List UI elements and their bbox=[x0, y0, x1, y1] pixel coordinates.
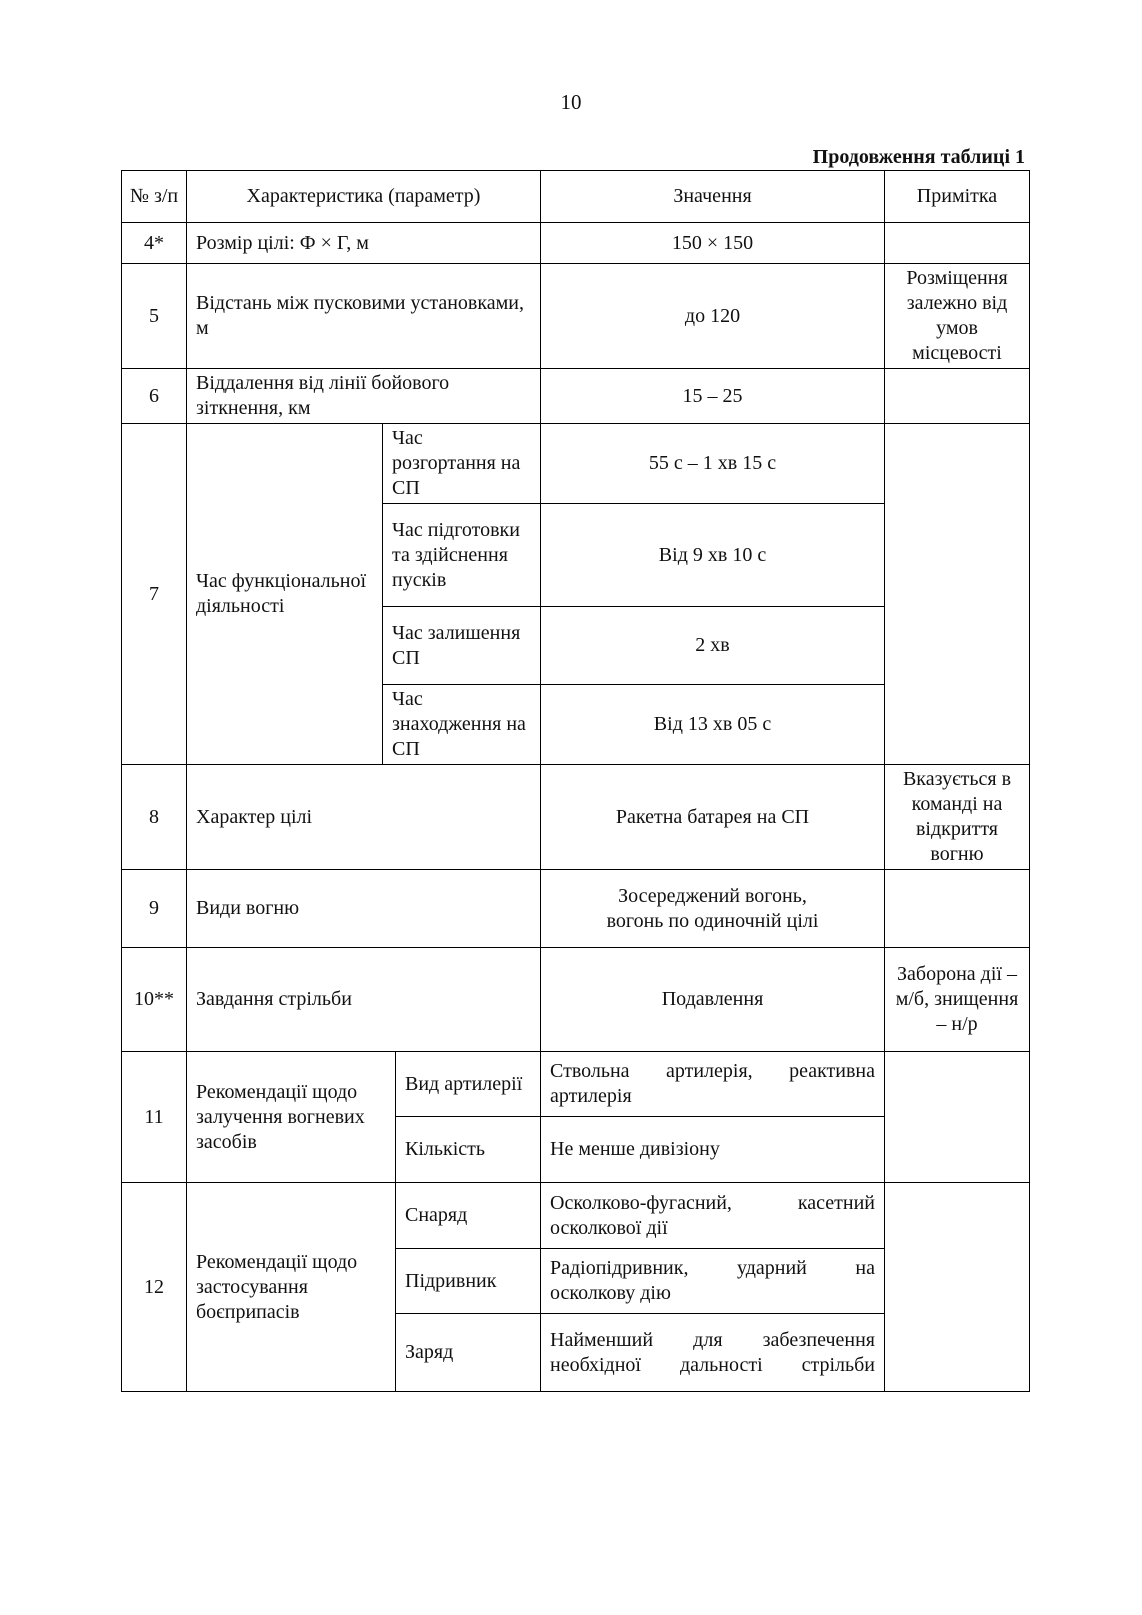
row-characteristic: Види вогню bbox=[187, 870, 541, 948]
table-continuation-label: Продовження таблиці 1 bbox=[812, 146, 1025, 168]
sub-value: Не менше дивізіону bbox=[541, 1117, 885, 1183]
sub-value: Ствольна артилерія, реактивна артилерія bbox=[541, 1052, 885, 1117]
table-row bbox=[122, 223, 1030, 264]
row-number: 7 bbox=[122, 424, 187, 765]
table-row bbox=[122, 870, 1030, 948]
table-row bbox=[122, 948, 1030, 1052]
sub-value: Від 9 хв 10 с bbox=[541, 504, 885, 607]
sub-label: Час залишення СП bbox=[383, 607, 541, 685]
row-note bbox=[885, 1052, 1030, 1183]
sub-value: Радіопідривник, ударний на осколкову дію bbox=[541, 1249, 885, 1314]
row-characteristic: Віддалення від лінії бойового зіткнення, км bbox=[187, 369, 541, 424]
sub-value: Найменший для забезпечення необхідної дальності стрільби bbox=[541, 1314, 885, 1392]
row-characteristic: Розмір цілі: Ф × Г, м bbox=[187, 223, 541, 264]
row-number: 10** bbox=[122, 948, 187, 1052]
sub-value: Осколково-фугасний, касетний осколкової дії bbox=[541, 1183, 885, 1249]
row-note bbox=[885, 424, 1030, 765]
sub-label: Кількість bbox=[396, 1117, 541, 1183]
sub-label: Підривник bbox=[396, 1249, 541, 1314]
row-characteristic: Завдання стрільби bbox=[187, 948, 541, 1052]
row-note bbox=[885, 223, 1030, 264]
row-value: Ракетна батарея на СП bbox=[541, 765, 885, 870]
row-number: 9 bbox=[122, 870, 187, 948]
row-number: 12 bbox=[122, 1183, 187, 1392]
table-row bbox=[122, 369, 1030, 424]
row-value: 150 × 150 bbox=[541, 223, 885, 264]
sub-value: 2 хв bbox=[541, 607, 885, 685]
sub-label: Вид артилерії bbox=[396, 1052, 541, 1117]
header-number: № з/п bbox=[122, 171, 187, 223]
row-characteristic: Відстань між пусковими установками, м bbox=[187, 264, 541, 369]
sub-label: Час знаходження на СП bbox=[383, 685, 541, 765]
value-line: Зосереджений вогонь, bbox=[618, 884, 807, 907]
row-number: 5 bbox=[122, 264, 187, 369]
row-number: 6 bbox=[122, 369, 187, 424]
table-row bbox=[122, 264, 1030, 369]
row-note: Заборона дії – м/б, знищення – н/р bbox=[885, 948, 1030, 1052]
row-value: Подавлення bbox=[541, 948, 885, 1052]
row-number: 11 bbox=[122, 1052, 187, 1183]
sub-label: Заряд bbox=[396, 1314, 541, 1392]
header-characteristic: Характеристика (параметр) bbox=[187, 171, 541, 223]
sub-value: 55 с – 1 хв 15 с bbox=[541, 424, 885, 504]
page-number: 10 bbox=[560, 90, 582, 114]
header-note: Примітка bbox=[885, 171, 1030, 223]
sub-label: Час розгортання на СП bbox=[383, 424, 541, 504]
sub-value: Від 13 хв 05 с bbox=[541, 685, 885, 765]
row-value: 15 – 25 bbox=[541, 369, 885, 424]
row-characteristic: Рекомендації щодо залучення вогневих засобів bbox=[187, 1052, 396, 1183]
row-characteristic: Рекомендації щодо застосування боєприпасів bbox=[187, 1183, 396, 1392]
table-row bbox=[122, 1183, 1030, 1249]
row-note bbox=[885, 1183, 1030, 1392]
sub-label: Час підготовки та здійснення пусків bbox=[383, 504, 541, 607]
value-line: вогонь по одиночній цілі bbox=[606, 909, 819, 932]
row-note: Вказується в команді на відкриття вогню bbox=[885, 765, 1030, 870]
sub-label: Снаряд bbox=[396, 1183, 541, 1249]
row-value bbox=[541, 870, 885, 948]
table-header-row bbox=[122, 171, 1030, 223]
row-note: Розміщення залежно від умов місцевості bbox=[885, 264, 1030, 369]
specification-table bbox=[121, 170, 1030, 1392]
row-characteristic: Час функціональної діяльності bbox=[187, 424, 383, 765]
table-row bbox=[122, 1052, 1030, 1117]
row-characteristic: Характер цілі bbox=[187, 765, 541, 870]
row-number: 4* bbox=[122, 223, 187, 264]
row-note bbox=[885, 369, 1030, 424]
row-number: 8 bbox=[122, 765, 187, 870]
row-value: до 120 bbox=[541, 264, 885, 369]
header-value: Значення bbox=[541, 171, 885, 223]
table-row bbox=[122, 765, 1030, 870]
row-note bbox=[885, 870, 1030, 948]
table-row bbox=[122, 424, 1030, 504]
